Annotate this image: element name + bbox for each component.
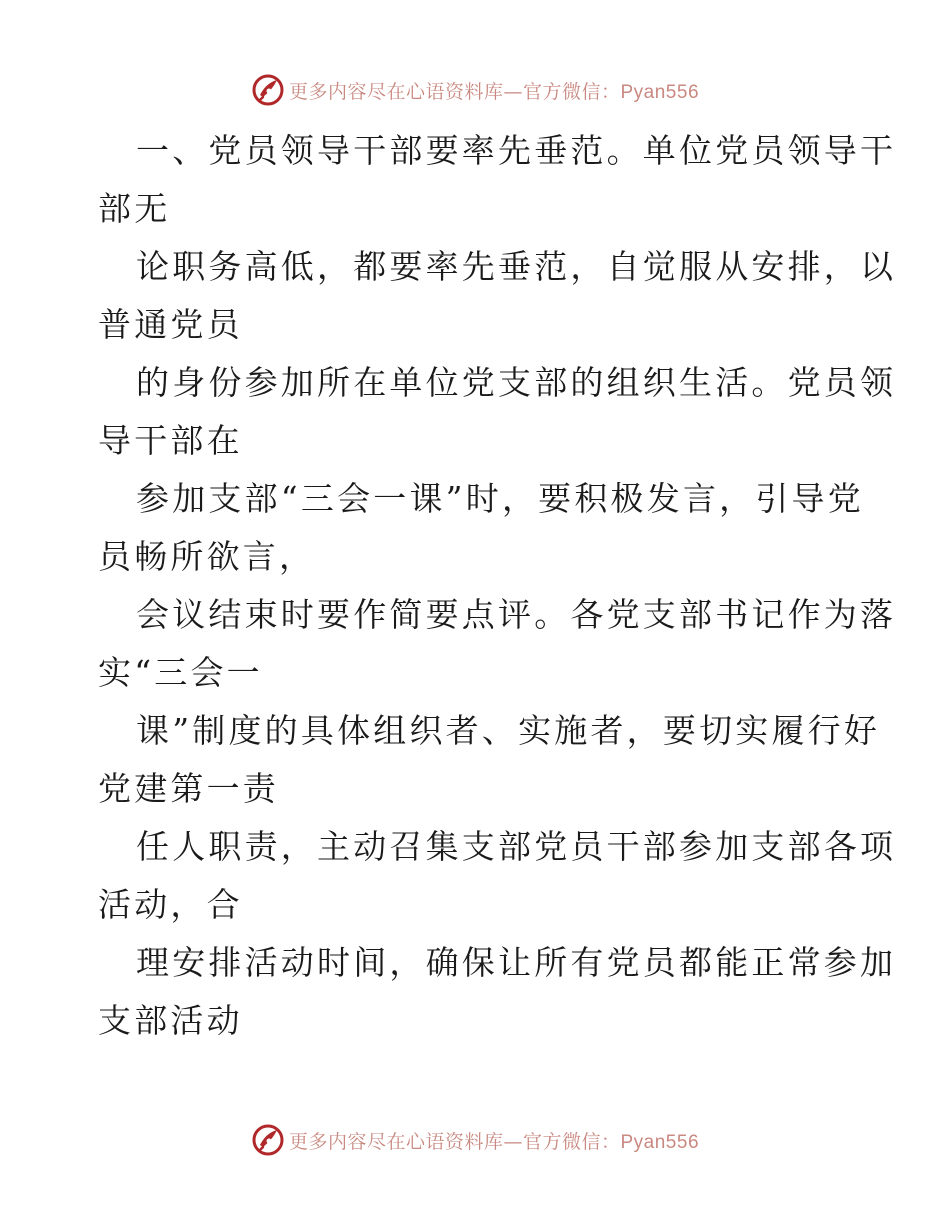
paragraph: 课”制度的具体组织者、实施者，要切实履行好 党建第一责 [98, 711, 881, 808]
paragraph: 一、党员领导干部要率先垂范。单位党员领导干 部无 [98, 131, 897, 228]
paragraph: 论职务高低，都要率先垂范，自觉服从安排，以 普通党员 [98, 247, 897, 344]
paragraph: 任人职责，主动召集支部党员干部参加支部各项 活动，合 [98, 827, 897, 924]
header-banner-text: 更多内容尽在心语资料库—官方微信：Pyan556 [288, 80, 700, 103]
header-banner [0, 70, 950, 110]
footer-banner-text: 更多内容尽在心语资料库—官方微信：Pyan556 [288, 1130, 700, 1153]
paragraph: 参加支部“三会一课”时，要积极发言，引导党 员畅所欲言， [98, 479, 864, 576]
pen-logo-icon [251, 1123, 285, 1157]
footer-banner [0, 1120, 950, 1160]
pen-logo-icon [251, 73, 285, 107]
paragraph: 的身份参加所在单位党支部的组织生活。党员领 导干部在 [98, 363, 897, 460]
paragraph: 理安排活动时间，确保让所有党员都能正常参加 支部活动 [98, 943, 897, 1040]
header-wechat-id: Pyan556 [620, 81, 700, 103]
document-body [98, 122, 897, 1050]
paragraph: 会议结束时要作简要点评。各党支部书记作为落 实“三会一 [98, 595, 897, 692]
footer-wechat-id: Pyan556 [620, 1131, 700, 1153]
